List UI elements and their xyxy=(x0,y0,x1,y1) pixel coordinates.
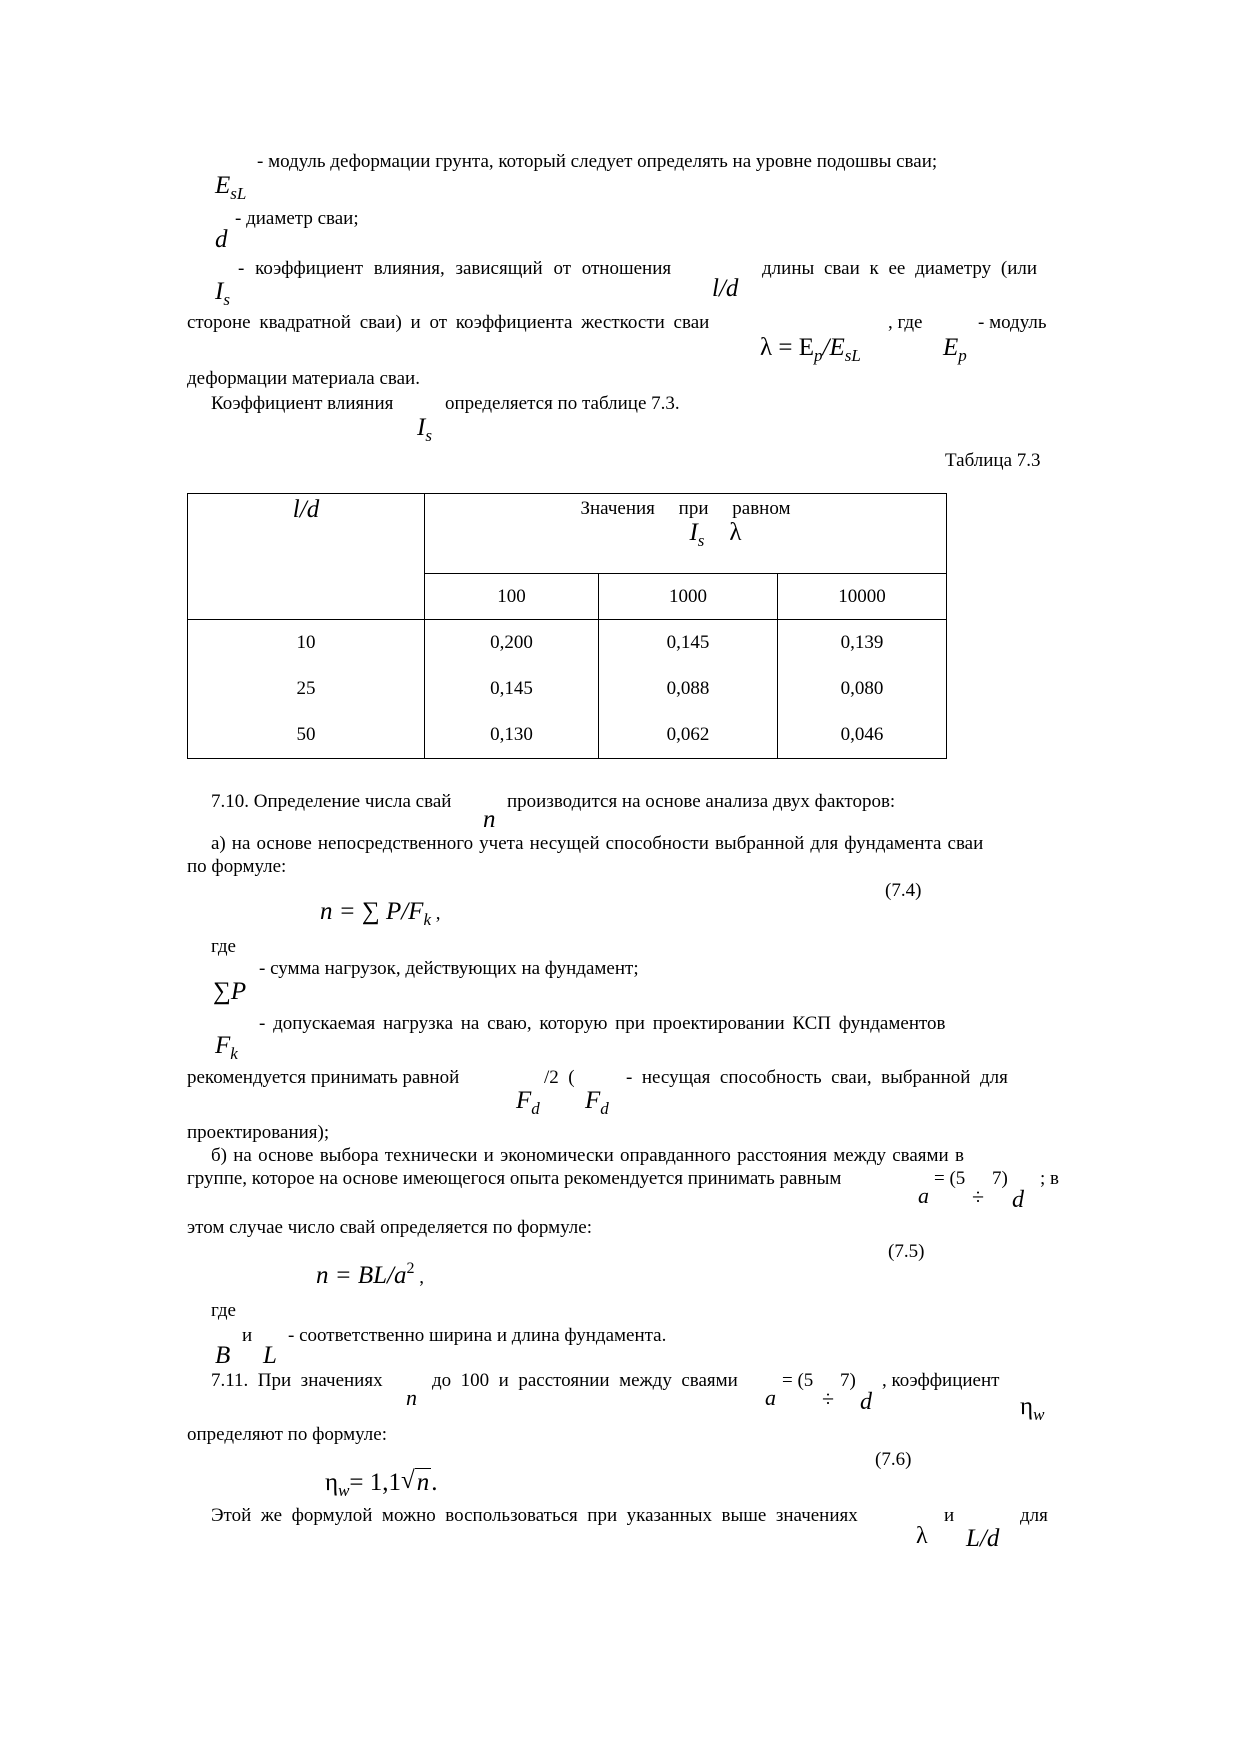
b-symbol: B xyxy=(215,1342,231,1369)
fd-symbol-2: $F_d$ xyxy=(585,1087,609,1118)
lambda-1000: 1000 xyxy=(599,574,778,620)
eta-symbol: $\eta_w$ xyxy=(1020,1393,1045,1424)
stiffness-text: стороне квадратной сваи) и от коэффициента жесткости сваи xyxy=(187,312,710,333)
bl-definition: - соответственно ширина и длина фундамента. xyxy=(288,1325,667,1346)
section-711-text-2: до 100 и расстоянии между сваями xyxy=(432,1370,738,1391)
b-end: ; в xyxy=(1040,1168,1059,1189)
where-text: , где xyxy=(888,312,923,333)
n-symbol: n xyxy=(483,806,496,833)
table-caption: Таблица 7.3 xyxy=(945,450,1041,471)
eq-7-4: n = ∑ $P/F_k$ , xyxy=(320,898,441,929)
fd-symbol-1: $F_d$ xyxy=(516,1087,540,1118)
lambda-formula: $\lambda = E_p/E_{sL}$ xyxy=(760,334,861,365)
eq-7-5: $n = BL/a^2$ , xyxy=(316,1260,424,1289)
last-and: и xyxy=(944,1505,955,1526)
is-symbol: $I_s$ xyxy=(215,278,230,309)
last-line: Этой же формулой можно воспользоваться при указанных выше значениях xyxy=(211,1505,858,1526)
para-b-line1: б) на основе выбора технически и экономически оправданного расстояния между сваями в xyxy=(211,1145,964,1166)
divide-symbol-2: ÷ xyxy=(822,1386,835,1411)
table-cell: 0,046 xyxy=(840,724,884,745)
para-a-line2: по формуле: xyxy=(187,856,287,877)
is-symbol-2: $I_s$ xyxy=(417,414,432,445)
header-values: Значения при равном $I_s$ λ xyxy=(425,494,947,574)
modul-text: - модуль xyxy=(978,312,1047,333)
coef-text-2: определяется по таблице 7.3. xyxy=(445,393,680,414)
coef-text: , коэффициент xyxy=(882,1370,1000,1391)
table-cell: 0,088 xyxy=(666,678,710,699)
esl-symbol: $E_{sL}$ xyxy=(215,172,247,203)
eq-7-6-number: (7.6) xyxy=(875,1449,912,1470)
divide-symbol-1: ÷ xyxy=(972,1184,985,1209)
table-cell: 10 xyxy=(296,632,316,653)
table-cell: 0,062 xyxy=(666,724,710,745)
ld-symbol: l/d xyxy=(712,275,739,302)
b-eq: = (5 xyxy=(934,1168,966,1189)
sum-p-definition: - сумма нагрузок, действующих на фундамент; xyxy=(259,958,639,979)
col-100 xyxy=(425,620,599,759)
table-cell: 50 xyxy=(296,724,316,745)
d-symbol: d xyxy=(215,226,228,253)
b-7: 7) xyxy=(992,1168,1008,1189)
table-cell: 0,139 xyxy=(840,632,884,653)
table-cell: 0,130 xyxy=(490,724,533,745)
para-b-line3: этом случае число свай определяется по формуле: xyxy=(187,1217,592,1238)
d-symbol-b: d xyxy=(1012,1187,1024,1213)
recommend-text-2: - несущая способность сваи, выбранной для xyxy=(626,1067,1008,1088)
section-710-text: 7.10. Определение числа свай xyxy=(211,791,452,812)
a-symbol-1: a xyxy=(918,1183,929,1208)
ep-symbol: $E_p$ xyxy=(943,334,967,365)
eq-711: = (5 xyxy=(782,1370,814,1391)
eq-711-7: 7) xyxy=(840,1370,856,1391)
eq-7-5-number: (7.5) xyxy=(888,1241,925,1262)
material-text: деформации материала сваи. xyxy=(187,368,420,389)
table-cell: 0,080 xyxy=(840,678,884,699)
header-ld: l/d xyxy=(188,494,425,620)
d-symbol-711: d xyxy=(860,1389,872,1415)
eq-7-6: $\eta_w= 1,1√n$. xyxy=(325,1467,438,1500)
esl-definition: - модуль деформации грунта, который следует определять на уровне подошвы сваи; xyxy=(257,151,938,172)
eq-7-4-number: (7.4) xyxy=(885,880,922,901)
and-text: и xyxy=(242,1325,253,1346)
Ld-symbol: L/d xyxy=(966,1525,1000,1552)
where-2: где xyxy=(211,1300,236,1321)
section-711-text: 7.11. При значениях xyxy=(211,1370,383,1391)
projecting-text: проектирования); xyxy=(187,1122,330,1143)
n-symbol-2: n xyxy=(406,1385,417,1410)
fk-symbol: $F_k$ xyxy=(215,1032,238,1063)
table-cell: 0,145 xyxy=(666,632,710,653)
col-1000 xyxy=(599,620,778,759)
table-cell: 0,200 xyxy=(490,632,533,653)
last-for: для xyxy=(1020,1505,1048,1526)
define-text: определяют по формуле: xyxy=(187,1424,387,1445)
recommend-text: рекомендуется принимать равной xyxy=(187,1067,460,1088)
where-1: где xyxy=(211,936,236,957)
table-cell: 25 xyxy=(296,678,316,699)
sum-p-symbol: ∑P xyxy=(213,978,247,1005)
coef-text-1: Коэффициент влияния xyxy=(211,393,394,414)
fk-definition: - допускаемая нагрузка на сваю, которую при проектировании КСП фундаментов xyxy=(259,1013,946,1034)
para-a-line1: а) на основе непосредственного учета несущей способности выбранной для фундамента сваи xyxy=(211,833,984,854)
lambda-100: 100 xyxy=(425,574,599,620)
l-symbol: L xyxy=(263,1342,277,1369)
influence-table xyxy=(187,493,947,759)
d-definition: - диаметр сваи; xyxy=(235,208,359,229)
col-10000 xyxy=(778,620,947,759)
para-b-line2: группе, которое на основе имеющегося опыта рекомендуется принимать равным xyxy=(187,1168,842,1189)
recommend-slash: /2 ( xyxy=(544,1067,575,1088)
section-710-text-2: производится на основе анализа двух факторов: xyxy=(507,791,896,812)
is-definition-1: - коэффициент влияния, зависящий от отношения xyxy=(238,258,672,279)
is-definition-2: длины сваи к ее диаметру (или xyxy=(762,258,1038,279)
a-symbol-2: a xyxy=(765,1385,776,1410)
lambda-10000: 10000 xyxy=(778,574,947,620)
lambda-symbol-last: λ xyxy=(916,1523,928,1549)
ld-column xyxy=(188,620,425,759)
table-cell: 0,145 xyxy=(490,678,533,699)
